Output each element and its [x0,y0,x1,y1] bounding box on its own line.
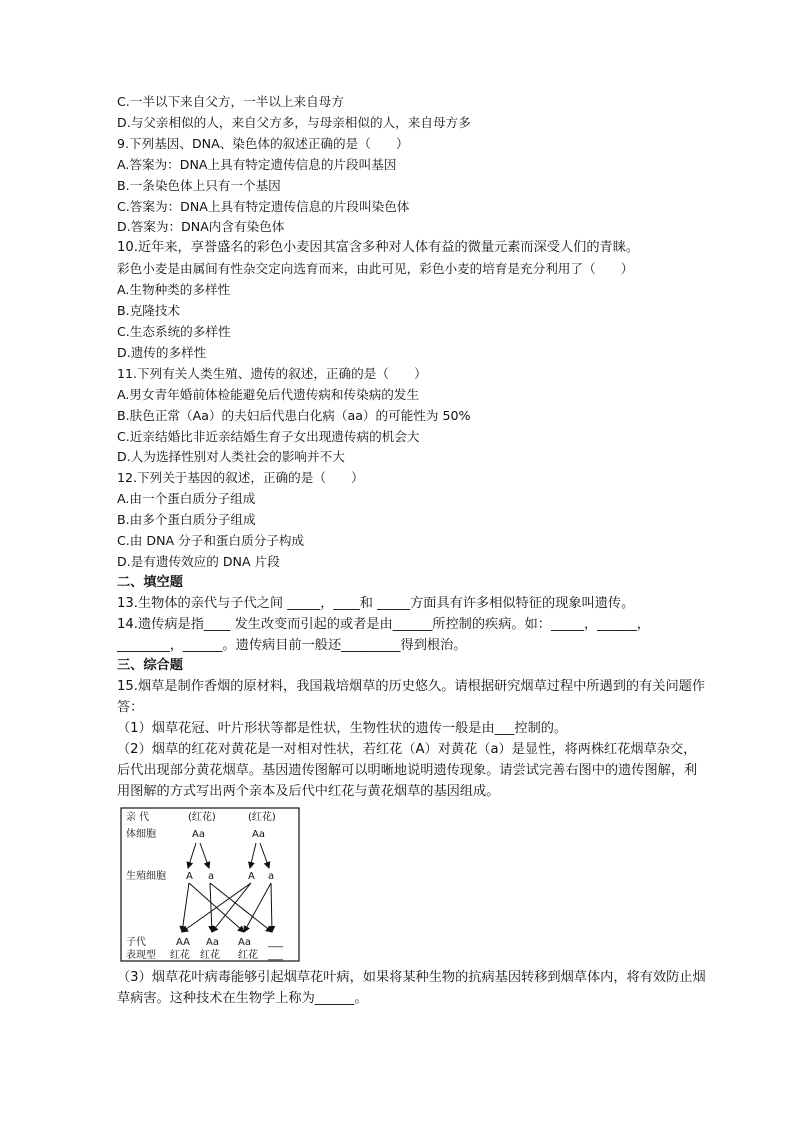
offspring-genotype: Aa [206,936,219,948]
gamete-label: A [248,870,255,882]
q15-part1: （1）烟草花冠、叶片形状等都是性状，生物性状的遗传一般是由___控制的。 [117,721,568,737]
gamete-label: a [208,870,215,882]
offspring-genotype: ___ [268,936,283,948]
question-line: 9.下列基因、DNA、染色体的叙述正确的是（ ） [117,135,409,151]
document-page [117,92,717,1010]
fill-in-line: 13.生物体的亲代与子代之间 _____，____和 _____方面具有许多相似特征的现象叫遗传。 [117,595,635,611]
question-line: B.克隆技术 [117,303,181,319]
question-line: A.男女青年婚前体检能避免后代遗传病和传染病的发生 [117,386,420,402]
question-line: C.一半以下来自父方，一半以上来自母方 [117,94,344,109]
question-line: B.肤色正常（Aa）的夫妇后代患白化病（aa）的可能性为 50% [117,407,471,423]
question-line: 10.近年来，享誉盛名的彩色小麦因其富含多种对人体有益的微量元素而深受人们的青睐。 [117,240,640,256]
question-line: C.近亲结婚比非近亲结婚生育子女出现遗传病的机会大 [117,428,420,444]
question-line: D.人为选择性别对人类社会的影响并不大 [117,449,345,465]
question-line: B.由多个蛋白质分子组成 [117,512,256,528]
q15-part3: （3）烟草花叶病毒能够引起烟草花叶病，如果将某种生物的抗病基因转移到烟草体内，将有效防止烟草病害。这种技术在生物学上称为______。 [117,969,706,1006]
section-comprehensive-heading: 三、综合题 [117,658,183,674]
question-list [117,92,717,573]
parent-genotype: Aa [192,828,205,840]
parent-phenotype: (红花) [188,811,216,823]
section-fill-in-heading: 二、填空题 [117,574,183,590]
offspring-phenotype: ___ [268,949,283,961]
question-line: 彩色小麦是由属间有性杂交定向选育而来，由此可见，彩色小麦的培育是充分利用了（ ） [117,261,634,277]
offspring-phenotype: 红花 [200,949,220,961]
question-line: A.生物种类的多样性 [117,282,231,298]
offspring-genotype: AA [176,936,190,948]
question-line: 11.下列有关人类生殖、遗传的叙述，正确的是（ ） [117,365,427,381]
parent-phenotype: (红花) [248,811,276,823]
row-label: 子代 [126,936,146,948]
row-label: 体细胞 [126,828,156,840]
row-label: 亲 代 [126,811,150,823]
question-line: D.遗传的多样性 [117,344,207,360]
offspring-genotype: Aa [238,936,251,948]
question-line: D.与父亲相似的人，来自父方多，与母亲相似的人，来自母方多 [117,114,471,130]
row-label: 生殖细胞 [126,870,166,882]
offspring-phenotype: 红花 [238,949,258,961]
question-line: C.生态系统的多样性 [117,323,231,339]
question-line: C.由 DNA 分子和蛋白质分子构成 [117,533,305,549]
question-line: A.由一个蛋白质分子组成 [117,491,256,507]
question-line: B.一条染色体上只有一个基因 [117,177,281,193]
fill-in-line: ________，______。遗传病目前一般还_________得到根治。 [117,637,467,653]
gamete-label: A [186,870,193,882]
parent-genotype: Aa [252,828,265,840]
fill-in-questions [117,594,717,657]
question-line: D.是有遗传效应的 DNA 片段 [117,553,280,569]
inheritance-diagram-svg [120,807,300,962]
q15-part2: （2）烟草的红花对黄花是一对相对性状，若红花（A）对黄花（a）是显性，将两株红花烟草杂交，后代出现部分黄花烟草。基因遗传图解可以明晰地说明遗传现象。请尝试完善右图中的遗传图解，利用图解的方式写出两个亲本及后代中红花与黄花烟草的基因组成。 [117,742,698,799]
fill-in-line: 14.遗传病是指____ 发生改变而引起的或者是由______所控制的疾病。如：_____，______， [117,616,650,632]
inheritance-diagram [120,807,300,962]
q15-intro: 15.烟草是制作香烟的原材料，我国栽培烟草的历史悠久。请根据研究烟草过程中所遇到的有关问题作答： [117,679,706,716]
row-label: 表现型 [126,949,156,961]
question-line: 12.下列关于基因的叙述，正确的是（ ） [117,470,364,486]
question-line: D.答案为：DNA内含有染色体 [117,219,285,235]
question-line: A.答案为：DNA上具有特定遗传信息的片段叫基因 [117,156,397,172]
offspring-phenotype: 红花 [170,949,190,961]
question-line: C.答案为：DNA上具有特定遗传信息的片段叫染色体 [117,198,410,214]
gamete-label: a [268,870,275,882]
